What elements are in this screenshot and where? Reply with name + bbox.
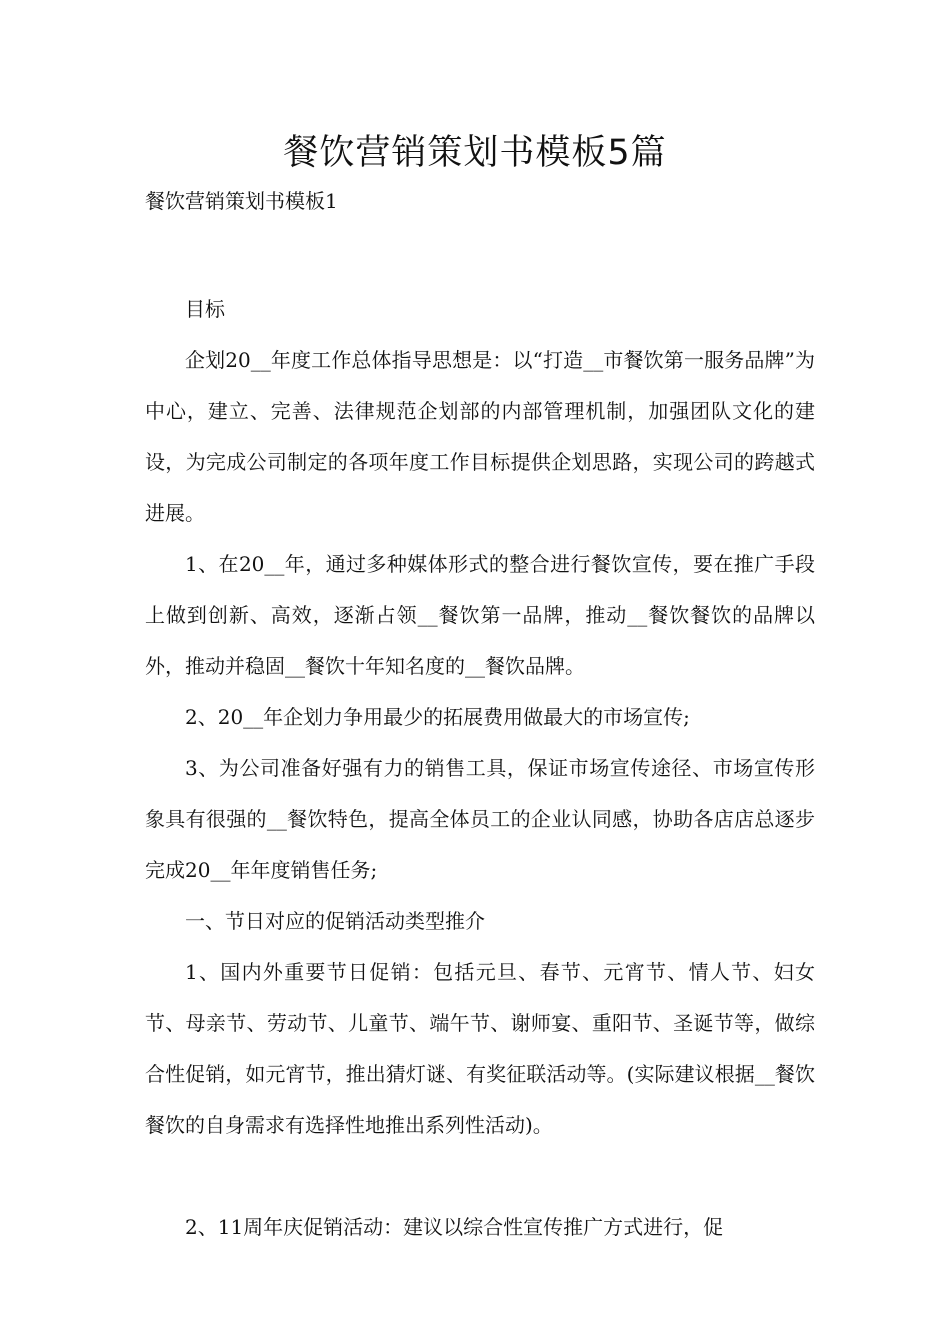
section-heading-holiday-promotions: 一、节日对应的促销活动类型推介 xyxy=(185,909,485,933)
paragraph-holiday-promotions: 1、国内外重要节日促销：包括元旦、春节、元宵节、情人节、妇女节、母亲节、劳动节、儿童节、端午节、谢师宴、重阳节、圣诞节等，做综合性促销，如元宵节，推出猜灯谜、有奖征联活动等。(实际建议根据__餐饮餐饮的自身需求有选择性地推出系列性活动)。 xyxy=(145,960,815,1137)
paragraph-spacer xyxy=(145,1151,815,1202)
paragraph-anniversary-promotion: 2、11周年庆促销活动：建议以综合性宣传推广方式进行，促 xyxy=(185,1215,724,1239)
document-title: 餐饮营销策划书模板5篇 xyxy=(283,133,667,173)
paragraph-item-3: 3、为公司准备好强有力的销售工具，保证市场宣传途径、市场宣传形象具有很强的__餐饮特色，提高全体员工的企业认同感，协助各店店总逐步完成20__年年度销售任务; xyxy=(145,756,815,882)
document-subtitle: 餐饮营销策划书模板1 xyxy=(145,189,338,213)
paragraph-goal-heading: 目标 xyxy=(185,297,225,321)
paragraph-guiding-idea: 企划20__年度工作总体指导思想是：以“打造__市餐饮第一服务品牌”为中心，建立、完善、法律规范企划部的内部管理机制，加强团队文化的建设，为完成公司制定的各项年度工作目标提供企划思路，实现公司的跨越式进展。 xyxy=(145,348,815,525)
document-body xyxy=(145,284,815,1253)
paragraph-item-1: 1、在20__年，通过多种媒体形式的整合进行餐饮宣传，要在推广手段上做到创新、高效，逐渐占领__餐饮第一品牌，推动__餐饮餐饮的品牌以外，推动并稳固__餐饮十年知名度的__餐饮品牌。 xyxy=(145,552,815,678)
paragraph-item-2: 2、20__年企划力争用最少的拓展费用做最大的市场宣传; xyxy=(185,705,690,729)
